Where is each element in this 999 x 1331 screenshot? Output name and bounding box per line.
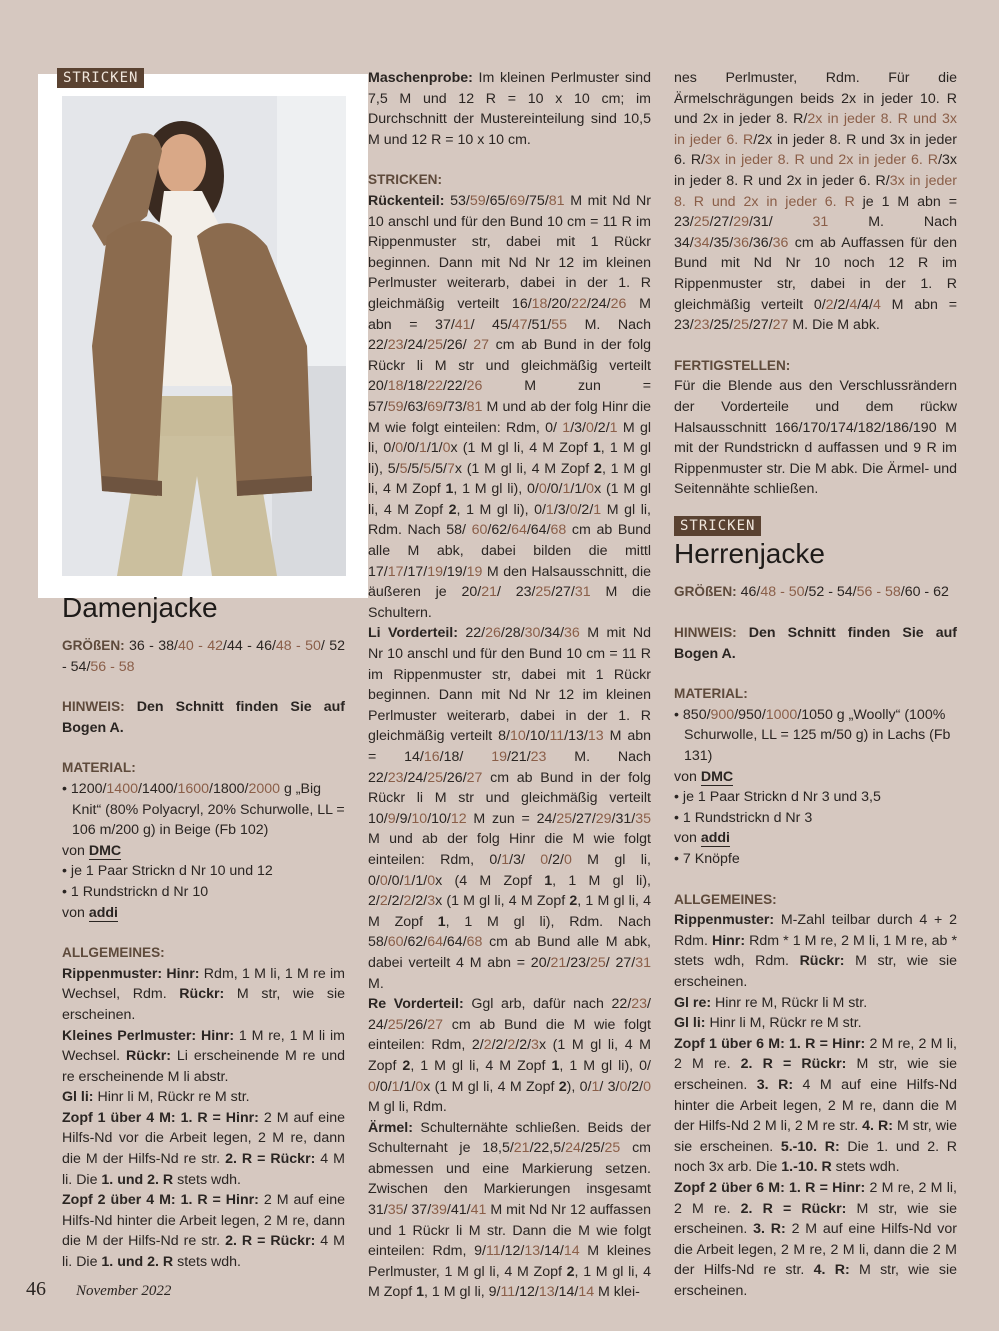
damen-material-heading: MATERIAL:: [62, 760, 136, 776]
fertigstellen-heading: FERTIGSTELLEN:: [674, 357, 791, 373]
re-vorderteil: Re Vorderteil: Ggl arb, dafür nach 22/23/ 24/25/26/27 cm ab Bund die M wie folgt einteilen: Rdm, 2/2/2/2/2/3x (1 M gl li, 4 M Zopf 2, 1 M gl li, 4 M Zopf 1, 1 M gl li), 0/ 0/0/1/1/0x (1 M gl li, 4 M Zopf 2), 0/1/ 3/0/2/0 M gl li, Rdm.: [368, 996, 651, 1116]
section-tag-2: STRICKEN: [674, 516, 761, 536]
aermel-cont: nes Perlmuster, Rdm. Für die Ärmelschrägungen beids 2x in jeder 10. R und 2x in jeder 8. R/2x in jeder 8. R und 3x in jeder 6. R/2x in jeder 8. R und 3x in jeder 6. R/3x in jeder 8. R und 2x in jeder 6. R/3x in jeder 8. R und 2x in jeder 6. R/3x in jeder 8. R und 2x in jeder 6. R je 1 M abn = 23/25/27/29/31/ 31 M. Nach 34/34/35/36/36/36 cm ab Auffassen für den Bund mit Nd Nr 10 noch 12 R im Rippenmuster str, dabei in der 1. R gleichmäßig verteilt 0/2/2/4/4/4 M abn = 23/23/25/25/27/27 M. Die M abk.: [674, 70, 958, 334]
pattern-text: Rippenmuster: Hinr: Rdm, 1 M li, 1 M re im Wechsel, Rdm. Rückr: M str, wie sie erscheinen.: [62, 965, 345, 1023]
stricken-heading: STRICKEN:: [368, 172, 443, 188]
herren-title: Herrenjacke: [674, 538, 825, 570]
column-3: nes Perlmuster, Rdm. Für die Ärmelschrägungen beids 2x in jeder 10. R und 2x in jeder 8. R/2x in jeder 8. R und 3x in jeder 6. R/2x in jeder 8. R und 3x in jeder 6. R/3x in jeder 8. R und 2x in jeder 6. R/3x in jeder 8. R und 2x in jeder 6. R/3x in jeder 8. R und 2x in jeder 6. R je 1 M abn = 23/25/27/29/31/ 31 M. Nach 34/34/35/36/36/36 cm ab Auffassen für den Bund mit Nd Nr 10 noch 12 R im Rippenmuster str, dabei in der 1. R gleichmäßig verteilt 0/2/2/4/4/4 M abn = 23/23/25/25/27/27 M. Die M abk. FERTIGSTELLEN: Für die Blende aus den Verschlussrändern der Vorderteile und dem rückw Halsausschnitt 166/170/174/182/186/190 M mit der Rundstrickn d auffassen und 9 R im Rippenmuster str. Die M abk. Die Ärmel- und Seitennähte schließen. STRICKEN Herrenjacke GRÖßEN: 46/48 - 50/52 - 54/56 - 58/60 - 62 HINWEIS: Den Schnitt finden Sie auf Bogen A. MATERIAL: • 850/900/950/1000/1050 g „Woolly“ (100% Schurwolle, LL = 125 m/50 g) in Lachs (Fb 131) von DMC • je 1 Paar Strickn d Nr 3 und 3,5 • 1 Rundstrickn d Nr 3 von addi • 7 Knöpfe ALLGEMEINES: Rippenmuster: M-Zahl teilbar durch 4 + 2 Rdm. Hinr: Rdm * 1 M re, 2 M li, 1 M re, ab * stets wdh, Rdm. Rückr: M str, wie sie erscheinen. Gl re: Hinr re M, Rückr li M str. Gl li: Hinr li M, Rückr re M str. Zopf 1 über 6 M: 1. R = Hinr: 2 M re, 2 M li, 2 M re. 2. R = Rückr: M str, wie sie erscheinen. 3. R: 4 M auf eine Hilfs-Nd hinter die Arbeit legen, 2 M re, dann die M der Hilfs-Nd 2 M li, 2 M re str. 4. R: M str, wie sie erscheinen. 5.-10. R: Die 1. und 2. R noch 3x arb. Die 1.-10. R stets wdh. Zopf 2 über 6 M: 1. R = Hinr: 2 M re, 2 M li, 2 M re. 2. R = Rückr: M str, wie sie erscheinen. 3. R: 2 M auf eine Hilfs-Nd vor die Arbeit legen, 2 M re, 2 M li, dann die 2 M der Hilfs-Nd re str. 4. R: M str, wie sie erscheinen.: [674, 70, 958, 1299]
herren-allgemeines-heading: ALLGEMEINES:: [674, 891, 777, 907]
column-1: Damenjacke GRÖßEN: 36 - 38/40 - 42/44 - 46/48 - 50/ 52 - 54/56 - 58 HINWEIS: Den Schnitt finden Sie auf Bogen A. MATERIAL: • 1200/1400/1400/1600/1800/2000 g „Big Knit“ (80% Polyacryl, 20% Schurwolle, LL = 106 m/200 g) in Beige (Fb 102) von DMC • je 1 Paar Strickn d Nr 10 und 12 • 1 Rundstrickn d Nr 10 von addi ALLGEMEINES: Rippenmuster: Hinr: Rdm, 1 M li, 1 M re im Wechsel, Rdm. Rückr: M str, wie sie erscheinen. Kleines Perlmuster: Hinr: 1 M re, 1 M li im Wechsel. Rückr: Li erscheinende M re und re erscheinende M li abstr. Gl li: Hinr li M, Rückr re M str. Zopf 1 über 4 M: 1. R = Hinr: 2 M auf eine Hilfs-Nd vor die Arbeit legen, 2 M re, dann die M der Hilfs-Nd re str. 2. R = Rückr: 4 M li. Die 1. und 2. R stets wdh. Zopf 2 über 4 M: 1. R = Hinr: 2 M auf eine Hilfs-Nd hinter die Arbeit legen, 2 M re, dann die M der Hilfs-Nd re str. 2. R = Rückr: 4 M li. Die 1. und 2. R stets wdh.: [62, 592, 346, 1271]
damen-material-list: • 1200/1400/1400/1600/1800/2000 g „Big Knit“ (80% Polyacryl, 20% Schurwolle, LL = 106 m/200 g) in Beige (Fb 102): [62, 780, 345, 839]
fertigstellen-text: Für die Blende aus den Verschlussrändern der Vorderteile und dem rückw Halsausschnitt 166/170/174/182/186/190 M mit der Rundstrickn d auffassen und 9 R im Rippenmuster str. Die M abk. Die Ärmel- und Seitennähte schließen.: [674, 378, 957, 498]
damen-title: Damenjacke: [62, 592, 218, 623]
aermel: Ärmel: Schulternähte schließen. Beids der Schulternaht je 18,5/21/22,5/24/25/25 cm abmessen und eine Markierung setzen. Zwischen den Markierungen insgesamt 31/35/ 37/39/41/41 M mit Nd Nr 12 auffassen und 1 Rückr li M str. Dann die M wie folgt einteilen: Rdm, 9/11/12/13/14/14 M kleines Perlmuster, 1 M gl li, 4 M Zopf 2, 1 M gl li, 4 M Zopf 1, 1 M gl li, 9/11/12/13/14/14 M klei-: [368, 1119, 651, 1301]
page-number: 46: [26, 1278, 46, 1300]
herren-hinweis: HINWEIS: Den Schnitt finden Sie auf Bogen A.: [674, 625, 957, 662]
model-photo: [62, 96, 346, 576]
damen-hinweis: HINWEIS: Den Schnitt finden Sie auf Bogen A.: [62, 699, 345, 736]
column-2: [368, 68, 651, 1303]
herren-pattern-text: Rippenmuster: M-Zahl teilbar durch 4 + 2 Rdm. Hinr: Rdm * 1 M re, 2 M li, 1 M re, ab * stets wdh, Rdm. Rückr: M str, wie sie erscheinen.: [674, 912, 957, 990]
rueckenteil: Rückenteil: 53/59/65/69/75/81 M mit Nd Nr 10 anschl und für den Bund 10 cm = 11 R im Rippenmuster str, dabei mit 1 Rückr beginnen. Dann mit Nd Nr 12 im kleinen Perlmuster weiterarb, dabei in der 1. R gleichmäßig verteilt 16/18/20/22/24/26 M abn = 37/41/ 45/47/51/55 M. Nach 22/23/24/25/26/ 27 cm ab Bund in der folg Rückr li M str und gleichmäßig verteilt 20/18/18/22/22/26 M zun = 57/59/63/69/73/81 M und ab der folg Hinr die M wie folgt einteilen: Rdm, 0/ 1/3/0/2/1 M gl li, 0/0/0/1/1/0x (1 M gl li, 4 M Zopf 1, 1 M gl li), 5/5/5/5/5/7x (1 M gl li, 4 M Zopf 2, 1 M gl li, 4 M Zopf 1, 1 M gl li), 0/0/0/1/1/0x (1 M gl li, 4 M Zopf 2, 1 M gl li), 0/1/3/0/2/1 M gl li, Rdm. Nach 58/ 60/62/64/64/68 cm ab Bund alle M abk, dabei bilden die mittl 17/17/17/19/19/19 M den Halsausschnitt, die äußeren je 20/21/ 23/25/27/31 M die Schultern.: [368, 192, 652, 621]
brand-dmc: DMC: [88, 842, 122, 859]
damen-allgemeines-heading: ALLGEMEINES:: [62, 945, 165, 961]
maschenprobe: Maschenprobe: Im kleinen Perlmuster sind 7,5 M und 12 R = 10 x 10 cm; im Durchschnitt der Mustereinteilung sind 10,5 M und 12 R = 10 x 10 cm.: [368, 70, 651, 148]
brand-dmc-2: DMC: [700, 768, 734, 785]
brand-addi: addi: [88, 904, 118, 921]
li-vorderteil: Li Vorderteil: 22/26/28/30/34/36 M mit Nd Nr 10 anschl und für den Bund 10 cm = 11 R im Rippenmuster str, dabei mit 1 Rückr beginnen. Dann mit Nd Nr 12 im kleinen Perlmuster weiterarb, dabei in der 1. R gleichmäßig verteilt 8/10/10/11/13/13 M abn = 14/16/18/ 19/21/23 M. Nach 22/23/24/25/26/27 cm ab Bund in der folg Rückr li M str und gleichmäßig verteilt 10/9/9/10/10/12 M zun = 24/25/27/29/31/35 M und ab der folg Hinr die M wie folgt einteilen: Rdm, 0/1/3/ 0/2/0 M gl li, 0/0/0/1/1/0x (4 M Zopf 1, 1 M gl li), 2/2/2/2/2/3x (1 M gl li, 4 M Zopf 2, 1 M gl li, 4 M Zopf 1, 1 M gl li), Rdm. Nach 58/60/62/64/64/68 cm ab Bund alle M abk, dabei verteilt 4 M abn = 20/21/23/25/ 27/31 M.: [368, 625, 652, 992]
herren-material-heading: MATERIAL:: [674, 686, 748, 702]
herren-groessen: GRÖßEN: 46/48 - 50/52 - 54/56 - 58/60 - 62: [674, 584, 949, 601]
brand-addi-2: addi: [700, 830, 730, 847]
damen-groessen: GRÖßEN: 36 - 38/40 - 42/44 - 46/48 - 50/ 52 - 54/56 - 58: [62, 638, 346, 675]
section-tag: STRICKEN: [57, 68, 144, 88]
issue-date: November 2022: [76, 1283, 172, 1299]
